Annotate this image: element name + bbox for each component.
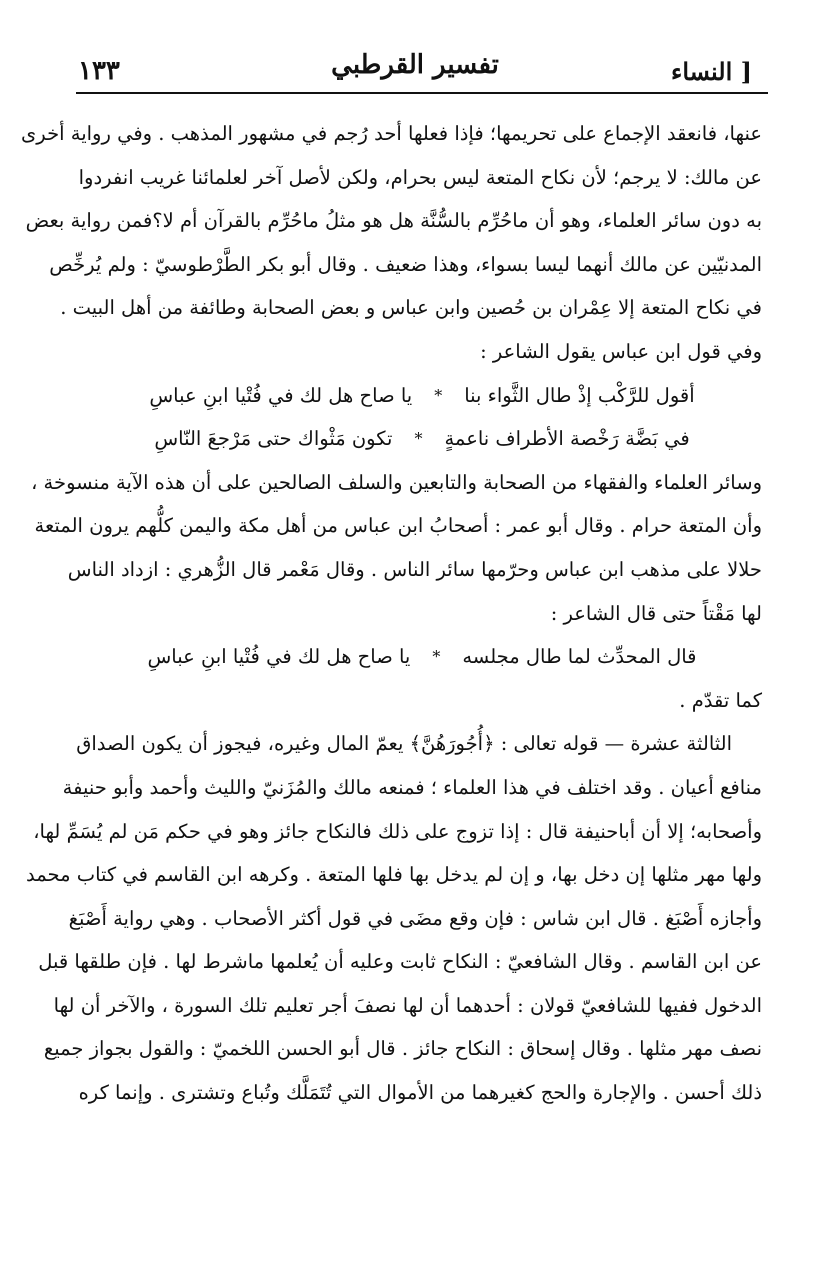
text-line: به دون سائر العلماء، وهو أن ماحُرِّم بالسُّنَّة هل هو مثلُ ماحُرِّم بالقرآن أم لا؟فمن رواية بعض (25, 209, 762, 233)
verse-first-hemistich: أقول للرَّكْب إذْ طال الثَّواء بنا (464, 383, 695, 407)
header-page-number: ١٣٣ (78, 56, 120, 86)
text-line: عنها، فانعقد الإجماع على تحريمها؛ فإذا فعلها أحد رُجم في مشهور المذهب . وفي رواية أخرى (21, 122, 762, 145)
text-line: الثالثة عشرة — قوله تعالى : ﴿أُجُورَهُنَّ﴾ يعمّ المال وغيره، فيجوز أن يكون الصداق (76, 732, 732, 756)
text-line: المدنيّين عن مالك أنهما ليسا بسواء، وهذا ضعيف . وقال أبو بكر الطَّرْطوسيّ : ولم يُرخِّص (49, 252, 762, 276)
text-line: ذلك أحسن . والإجارة والحج كغيرهما من الأموال التي تُتَمَلَّك وتُباع وتشترى . وإنما كره (78, 1081, 762, 1105)
text-line: ولها مهر مثلها إن دخل بها، و إن لم يدخل بها فلها المتعة . وكرهه ابن القاسم في كتاب محمد (25, 863, 762, 887)
verse-second-hemistich: تكون مَثْواك حتى مَرْجعَ النّاسِ (154, 427, 393, 451)
text-line: وأن المتعة حرام . وقال أبو عمر : أصحابُ ابن عباس من أهل مكة واليمن كلُّهم يرون المتعة (34, 514, 762, 538)
page-header (78, 38, 752, 86)
verse-separator: * (414, 429, 423, 449)
verse-separator: * (434, 385, 443, 405)
text-line: كما تقدّم . (679, 688, 762, 712)
verse-separator: * (432, 647, 441, 667)
header-rule (76, 92, 768, 94)
text-line: حلالا على مذهب ابن عباس وحرّمها سائر الناس . وقال مَعْمر قال الزُّهري : ازداد الناس (67, 557, 762, 581)
verse-second-hemistich: يا صاح هل لك في فُتْيا ابنِ عباسِ (149, 383, 413, 407)
verse-second-hemistich: يا صاح هل لك في فُتْيا ابنِ عباسِ (147, 645, 411, 669)
text-line: منافع أعيان . وقد اختلف في هذا العلماء ؛ فمنعه مالك والمُزَنيّ والليث وأحمد وأبو حنيفة (62, 775, 762, 799)
verse-first-hemistich: قال المحدِّث لما طال مجلسه (462, 645, 697, 669)
header-surah-name: [ النساء (671, 57, 752, 86)
poem-verse (82, 635, 762, 679)
text-line: نصف مهر مثلها . وقال إسحاق : النكاح جائز . قال أبو الحسن اللخميّ : والقول بجواز جميع (43, 1037, 762, 1061)
text-line: وسائر العلماء والفقهاء من الصحابة والتابعين والسلف الصالحين على أن هذه الآية منسوخة ، (31, 470, 762, 494)
text-line: لها مَقْتاً حتى قال الشاعر : (550, 601, 762, 625)
header-book-title: تفسير القرطبي (331, 50, 499, 80)
text-line: في نكاح المتعة إلا عِمْران بن حُصين وابن عباس و بعض الصحابة وطائفة من أهل البيت . (60, 296, 762, 320)
text-line: الدخول ففيها للشافعيّ قولان : أحدهما أن لها نصفَ أجر تعليم تلك السورة ، والآخر أن لها (53, 993, 762, 1017)
text-line: وأجازه أَصْبَغ . قال ابن شاس : فإن وقع مضَى في قول أكثر الأصحاب . وهي رواية أَصْبَغ (68, 906, 762, 930)
text-line: وأصحابه؛ إلا أن أباحنيفة قال : إذا تزوج على ذلك فالنكاح جائز وهو في حكم مَن لم يُسَمِّ لها، (33, 819, 762, 843)
page-body (21, 112, 762, 1115)
verse-first-hemistich: في بَضَّة رَخْصة الأطراف ناعمةٍ (444, 427, 690, 451)
text-line: عن ابن القاسم . وقال الشافعيّ : النكاح ثابت وعليه أن يُعلمها ماشرط لها . فإن طلقها قبل (38, 950, 762, 974)
text-line: عن مالك: لا يرجم؛ لأن نكاح المتعة ليس بحرام، ولكن لأصل آخر لعلمائنا غريب انفردوا (78, 165, 762, 189)
poem-verse (82, 417, 762, 461)
text-line: وفي قول ابن عباس يقول الشاعر : (480, 339, 762, 363)
poem-verse (82, 374, 762, 418)
